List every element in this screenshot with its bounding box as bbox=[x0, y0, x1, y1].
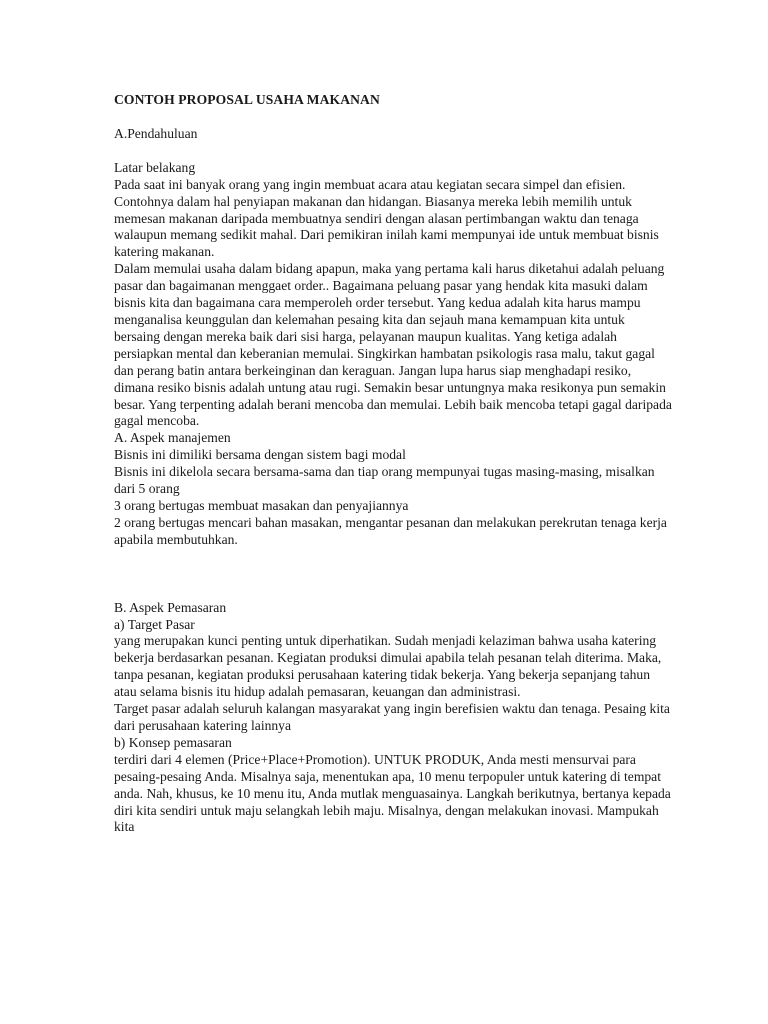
document-title: CONTOH PROPOSAL USAHA MAKANAN bbox=[114, 92, 380, 107]
spacer bbox=[114, 549, 674, 600]
spacer bbox=[114, 143, 674, 160]
paragraph-manajemen-2: Bisnis ini dikelola secara bersama-sama dan tiap orang mempunyai tugas masing-masing, misalkan dari 5 orang bbox=[114, 464, 655, 497]
paragraph-latar-1: Pada saat ini banyak orang yang ingin membuat acara atau kegiatan secara simpel dan efisien. Contohnya dalam hal penyiapan makanan dan hidangan. Biasanya mereka lebih memilih untuk memesan makanan daripada membuatnya sendiri dengan alasan pertimbangan waktu dan tenaga walaupun memang sedikit mahal. Dari pemikiran inilah kami mempunyai ide untuk membuat bisnis katering makanan. bbox=[114, 176, 659, 260]
section-heading-aspek-pemasaran: B. Aspek Pemasaran bbox=[114, 599, 227, 615]
paragraph-manajemen-4: 2 orang bertugas mencari bahan masakan, mengantar pesanan dan melakukan perekrutan tenaga kerja apabila membutuhkan. bbox=[114, 514, 667, 547]
paragraph-manajemen-3: 3 orang bertugas membuat masakan dan penyajiannya bbox=[114, 497, 409, 513]
paragraph-manajemen-1: Bisnis ini dimiliki bersama dengan sistem bagi modal bbox=[114, 447, 406, 463]
paragraph-latar-2: Dalam memulai usaha dalam bidang apapun, maka yang pertama kali harus diketahui adalah peluang pasar dan bagaimanan menggaet order.. Bagaimana peluang pasar yang hendak kita masuki dalam bisnis kita dan bagaimana cara memperoleh order tersebut. Yang kedua adalah kita harus mampu menganalisa keunggulan dan kelemahan pesaing kita dan sejauh mana kemampuan kita untuk bersaing dengan mereka baik dari sisi harga, pelayanan maupun kualitas. Yang ketiga adalah persiapkan mental dan keberanian memulai. Singkirkan hambatan psikologis rasa malu, takut gagal dan perang batin antara berkeinginan dan keraguan. Jangan lupa harus siap menghadapi resiko, dimana resiko bisnis adalah untung atau rugi. Semakin besar untungnya maka resikonya pun semakin besar. Yang terpenting adalah berani mencoba dan memulai. Lebih baik mencoba tetapi gagal daripada gagal mencoba. bbox=[114, 261, 672, 429]
paragraph-konsep-1: terdiri dari 4 elemen (Price+Place+Promotion). UNTUK PRODUK, Anda mesti mensurvai para pesaing-pesaing Anda. Misalnya saja, menentukan apa, 10 menu terpopuler untuk katering di tempat anda. Nah, khusus, ke 10 menu itu, Anda mutlak menguasainya. Langkah berikutnya, bertanya kepada diri kita sendiri untuk maju selangkah lebih maju. Misalnya, dengan melakukan inovasi. Mampukah kita bbox=[114, 751, 671, 835]
spacer bbox=[114, 109, 674, 126]
section-heading-aspek-manajemen: A. Aspek manajemen bbox=[114, 430, 231, 446]
subheading-konsep-pemasaran: b) Konsep pemasaran bbox=[114, 734, 232, 750]
paragraph-target-1: yang merupakan kunci penting untuk diperhatikan. Sudah menjadi kelaziman bahwa usaha katering bekerja berdasarkan pesanan. Kegiatan produksi dimulai apabila telah pesanan telah diterima. Maka, tanpa pesanan, kegiatan produksi perusahaan katering tidak bekerja. Yang bekerja sepanjang tahun atau selama bisnis itu hidup adalah pemasaran, keuangan dan administrasi. bbox=[114, 633, 662, 700]
paragraph-target-2: Target pasar adalah seluruh kalangan masyarakat yang ingin berefisien waktu dan tenaga. Pesaing kita dari perusahaan katering lainnya bbox=[114, 701, 670, 733]
section-heading-pendahuluan: A.Pendahuluan bbox=[114, 125, 198, 141]
subheading-target-pasar: a) Target Pasar bbox=[114, 616, 195, 632]
document-body bbox=[114, 92, 674, 836]
subheading-latar-belakang: Latar belakang bbox=[114, 159, 196, 175]
